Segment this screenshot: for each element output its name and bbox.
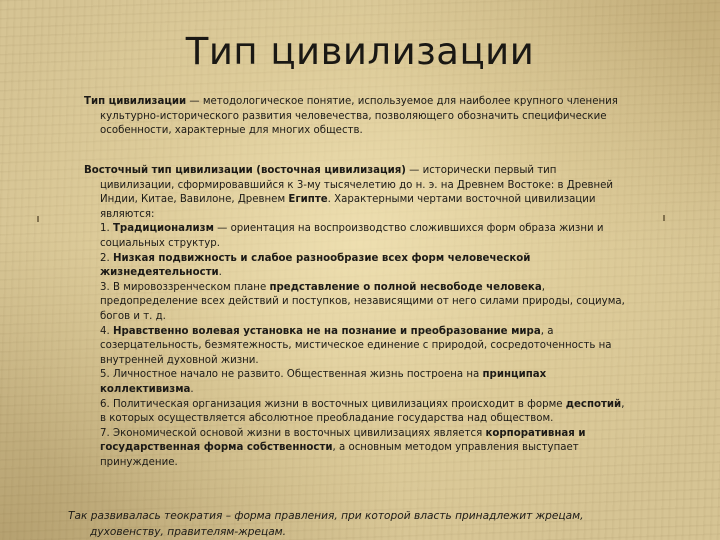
eastern-intro-part2: . Характерными чертами восточной цивилизации являются: (100, 194, 596, 220)
definition-paragraph (84, 95, 620, 139)
eastern-paragraph (84, 164, 632, 470)
list-item-5-text: . (190, 383, 194, 395)
list-item-7 (100, 427, 632, 471)
list-item-2-num: 2. (100, 252, 113, 264)
list-item-6-bold: деспотий (565, 398, 622, 410)
list-item-3-num: 3. (100, 281, 113, 293)
list-item-2-text: . (218, 267, 222, 279)
list-item-2-bold: Низкая подвижность и слабое разнообразие всех форм человеческой жизнедеятельности (100, 252, 531, 279)
eastern-term: Восточный тип цивилизации (восточная цивилизация) (84, 165, 406, 176)
list-item-2 (100, 252, 632, 281)
list-item-5-pre: Личностное начало не развито. Общественная жизнь построена на (112, 369, 483, 381)
list-item-1 (100, 222, 632, 251)
parchment-mark-right (663, 215, 665, 221)
list-item-6-pre: Политическая организация жизни в восточных цивилизациях происходит в форме (112, 398, 566, 410)
list-item-1-bold: Традиционализм (112, 223, 214, 235)
definition-text: — методологическое понятие, используемое для наиболее крупного членения культурно-исторического развития человечества, позволяющего обозначить специфические особенности, характерные для многих обществ. (100, 96, 618, 137)
list-item-4-text: , а созерцательность, безмятежность, мистическое единение с природой, сосредоточенность на внутренней духовной жизни. (100, 325, 612, 366)
list-item-4-num: 4. (100, 325, 113, 337)
list-item-7-num: 7. (100, 427, 113, 439)
list-item-7-bold: корпоративная и государственная форма собственности (100, 427, 586, 454)
list-item-7-text: , а основным методом управления выступает принуждение. (100, 442, 579, 468)
eastern-intro-part1: — исторически первый тип цивилизации, сформировавшийся к 3-му тысячелетию до н. э. на Древнем Востоке: в Древней Индии, Китае, Вавилоне, Древнем (100, 165, 614, 206)
list-item-4-bold: Нравственно волевая установка не на познание и преобразование мира (112, 325, 541, 337)
list-item-5 (100, 368, 632, 397)
definition-term: Тип цивилизации (84, 96, 187, 107)
list-item-1-text: — ориентация на воспроизводство сложившихся форм образа жизни и социальных структур. (100, 223, 604, 249)
list-item-3-pre: В мировоззренческом плане (112, 281, 270, 293)
closing-paragraph: Так развивалась теократия – форма правления, при которой власть принадлежит жрецам, духовенству, правителям-жрецам. (68, 510, 584, 538)
list-item-3 (100, 281, 632, 325)
eastern-egypt: Египте (288, 194, 328, 206)
list-item-4 (100, 325, 632, 369)
list-item-3-text: , предопределение всех действий и поступков, независящими от него силами природы, социума, богов и т. д. (100, 281, 625, 322)
list-item-6 (100, 398, 632, 427)
list-item-6-text: , в которых осуществляется абсолютное преобладание государства над обществом. (100, 398, 625, 425)
parchment-mark-left (37, 216, 39, 222)
slide-title: Тип цивилизации (185, 30, 535, 73)
list-item-7-pre: Экономической основой жизни в восточных цивилизациях является (112, 427, 486, 439)
list-item-5-num: 5. (100, 369, 113, 381)
list-item-1-num: 1. (100, 223, 113, 235)
list-item-6-num: 6. (100, 398, 113, 410)
list-item-3-bold: представление о полной несвободе человека (269, 281, 542, 293)
list-item-5-bold: принципах коллективизма (100, 369, 547, 395)
